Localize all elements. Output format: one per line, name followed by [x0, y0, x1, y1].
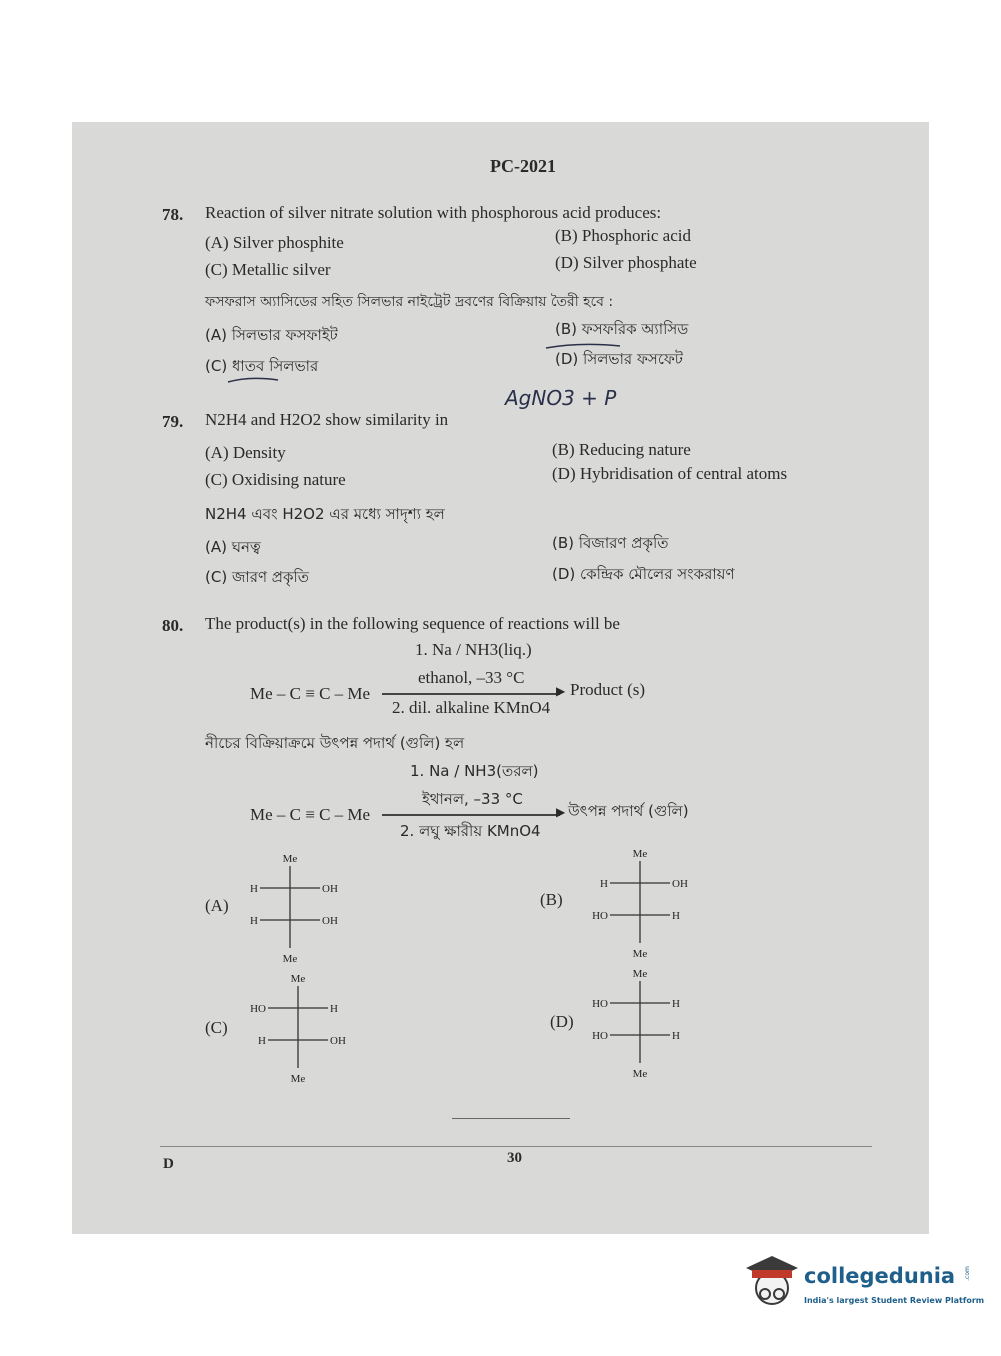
- fischer-top-group: Me: [290, 973, 306, 985]
- fischer-row2-left: HO: [592, 1030, 608, 1042]
- q78-handwritten-note: AgNO3 + P: [505, 386, 617, 410]
- q80-product: Product (s): [570, 680, 646, 699]
- end-line: [452, 1118, 570, 1119]
- q79-bengali-option-c: (C) জারণ প্রকৃতি: [205, 568, 310, 586]
- fischer-row2-right: H: [672, 910, 680, 922]
- q79-number: 79.: [162, 412, 184, 431]
- fischer-row1-right: OH: [672, 878, 688, 890]
- fischer-row1-right: H: [330, 1003, 338, 1015]
- fischer-row1-right: OH: [322, 883, 338, 895]
- fischer-top-group: Me: [632, 848, 648, 860]
- q80-bengali-reactant: Me – C ≡ C – Me: [250, 805, 371, 824]
- q78-text: Reaction of silver nitrate solution with phosphorous acid produces:: [205, 203, 662, 222]
- logo-suffix: .com: [963, 1266, 971, 1281]
- q78-bengali-text: ফসফরাস অ্যাসিডের সহিত সিলভার নাইট্রেট দ্রবণের বিক্রিয়ায় তৈরী হবে :: [205, 294, 614, 310]
- page-number: 30: [507, 1150, 522, 1166]
- fischer-row1-left: H: [250, 883, 258, 895]
- fischer-bottom-group: Me: [632, 948, 648, 960]
- fischer-row2-right: H: [672, 1030, 680, 1042]
- page-header: PC-2021: [490, 156, 556, 176]
- q80-text: The product(s) in the following sequence of reactions will be: [205, 614, 620, 633]
- fischer-row2-left: H: [258, 1035, 266, 1047]
- fischer-bottom-group: Me: [282, 953, 298, 965]
- q80-bengali-step1: 1. Na / NH3(তরল): [410, 762, 539, 780]
- fischer-row1-left: HO: [592, 998, 608, 1010]
- fischer-projection-c: [238, 970, 358, 1095]
- fischer-row1-right: H: [672, 998, 680, 1010]
- fischer-projection-d: [580, 965, 700, 1090]
- q80-step2: 2. dil. alkaline KMnO4: [392, 698, 551, 717]
- graduate-cap-icon: [742, 1250, 804, 1312]
- q78-bengali-option-a: (A) সিলভার ফসফাইট: [205, 326, 338, 344]
- reaction-arrow: [382, 693, 560, 695]
- footer-divider: [160, 1146, 872, 1147]
- arrow-head-bengali: ▶: [556, 805, 566, 819]
- q78-bengali-option-c: (C) ধাতব সিলভার: [205, 357, 319, 375]
- fischer-bottom-group: Me: [290, 1073, 306, 1085]
- fischer-projection-a: [230, 850, 350, 975]
- q79-option-a: (A) Density: [205, 443, 286, 462]
- q79-option-c: (C) Oxidising nature: [205, 470, 346, 489]
- fischer-row2-right: OH: [322, 915, 338, 927]
- q80-reactant: Me – C ≡ C – Me: [250, 684, 371, 703]
- fischer-row1-left: H: [600, 878, 608, 890]
- q79-bengali-option-a: (A) ঘনত্ব: [205, 538, 261, 556]
- footer-code: D: [163, 1156, 174, 1172]
- q78-option-a: (A) Silver phosphite: [205, 233, 344, 252]
- q80-bengali-text: নীচের বিক্রিয়াক্রমে উৎপন্ন পদার্থ (গুলি) হল: [205, 734, 465, 752]
- collegedunia-logo: [742, 1250, 985, 1320]
- q78-option-d: (D) Silver phosphate: [555, 253, 697, 272]
- q79-option-d: (D) Hybridisation of central atoms: [552, 464, 788, 483]
- q80-number: 80.: [162, 616, 184, 635]
- q80-step1: 1. Na / NH3(liq.): [415, 640, 532, 659]
- q79-bengali-option-d: (D) কেন্দ্রিক মৌলের সংকরায়ণ: [552, 565, 735, 583]
- fischer-row2-left: H: [250, 915, 258, 927]
- fischer-top-group: Me: [282, 853, 298, 865]
- q80-bengali-product: উৎপন্ন পদার্থ (গুলি): [568, 802, 689, 820]
- q80-conditions: ethanol, –33 °C: [418, 668, 525, 687]
- arrow-head: ▶: [556, 684, 566, 698]
- q80-option-b: (B): [540, 890, 563, 909]
- q79-option-b: (B) Reducing nature: [552, 440, 691, 459]
- reaction-arrow-bengali: [382, 814, 560, 816]
- q79-text: N2H4 and H2O2 show similarity in: [205, 410, 449, 429]
- fischer-row1-left: HO: [250, 1003, 266, 1015]
- q80-option-c: (C): [205, 1018, 228, 1037]
- q79-bengali-text: N2H4 এবং H2O2 এর মধ্যে সাদৃশ্য হল: [205, 505, 445, 523]
- logo-wordmark: collegedunia: [804, 1264, 956, 1288]
- q80-option-a: (A): [205, 896, 229, 915]
- q78-bengali-option-d: (D) সিলভার ফসফেট: [555, 350, 683, 368]
- q80-bengali-conditions: ইথানল, –33 °C: [422, 790, 523, 808]
- fischer-projection-b: [580, 845, 700, 970]
- fischer-bottom-group: Me: [632, 1068, 648, 1080]
- fischer-row2-right: OH: [330, 1035, 346, 1047]
- q78-option-b: (B) Phosphoric acid: [555, 226, 691, 245]
- pen-marks: [220, 340, 740, 390]
- q78-option-c: (C) Metallic silver: [205, 260, 331, 279]
- q80-option-d: (D): [550, 1012, 574, 1031]
- q80-bengali-step2: 2. লঘু ক্ষারীয় KMnO4: [400, 822, 541, 840]
- q79-bengali-option-b: (B) বিজারণ প্রকৃতি: [552, 534, 669, 552]
- q78-number: 78.: [162, 205, 184, 224]
- logo-tagline: India's largest Student Review Platform: [804, 1296, 985, 1305]
- fischer-row2-left: HO: [592, 910, 608, 922]
- fischer-top-group: Me: [632, 968, 648, 980]
- q78-bengali-option-b: (B) ফসফরিক অ্যাসিড: [555, 320, 689, 338]
